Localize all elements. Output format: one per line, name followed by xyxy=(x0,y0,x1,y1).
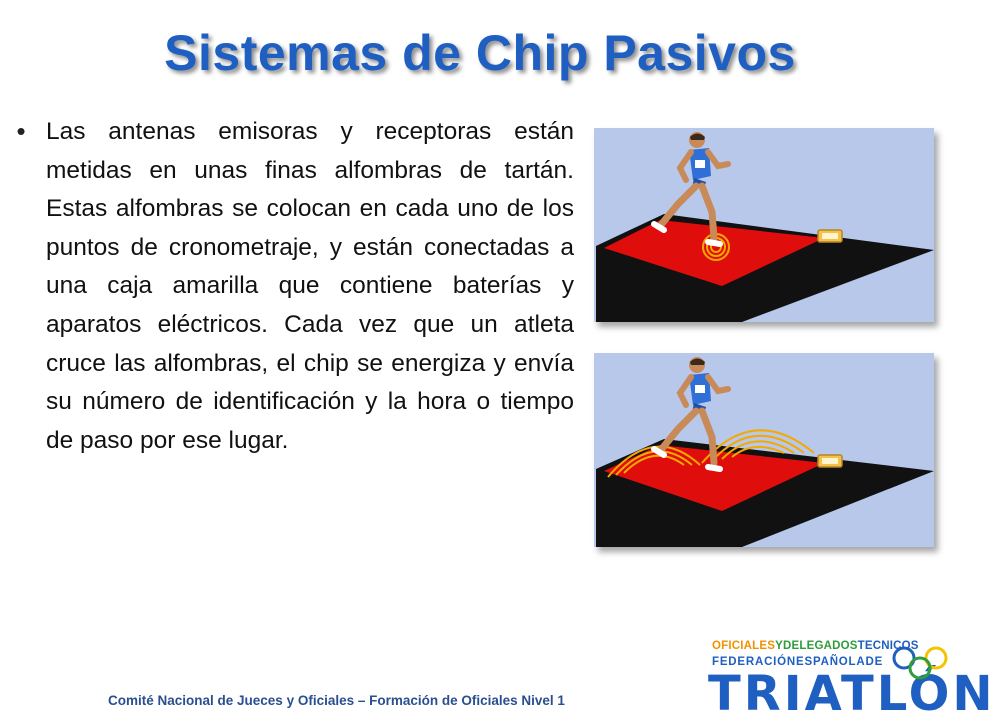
logo-tagline-1-part1: OFICIALES xyxy=(712,640,776,652)
bullet-marker: • xyxy=(16,116,26,146)
logo-wordmark: TRIATLÓN xyxy=(708,666,996,722)
footer-text: Comité Nacional de Jueces y Oficiales – Formación de Oficiales Nivel 1 xyxy=(108,693,565,708)
logo-tagline-2: FEDERACIÓNESPAÑOLADE xyxy=(712,656,884,668)
slide-title: Sistemas de Chip Pasivos xyxy=(164,25,796,81)
illustration-chip-signal xyxy=(594,128,934,322)
logo-tagline-1-part3: TECNICOS xyxy=(857,640,919,652)
body-paragraph: Las antenas emisoras y receptoras están metidas en unas finas alfombras de tartán. Estas alfombras se colocan en cada uno de los puntos de cronometraje, y están conectadas a una caja amarilla que contiene baterías y aparatos eléctricos. Cada vez que un atleta cruce las alfombras, el chip se energiza y envía su número de identificación y la hora o tiempo de paso por ese lugar. xyxy=(46,118,574,454)
logo-tagline-1-part2: YDELEGADOS xyxy=(775,640,858,652)
olympic-rings-icon xyxy=(890,644,952,684)
illustration-antenna-waves xyxy=(594,353,934,547)
triatlon-logo xyxy=(700,636,996,722)
logo-tagline-1 xyxy=(712,640,919,652)
